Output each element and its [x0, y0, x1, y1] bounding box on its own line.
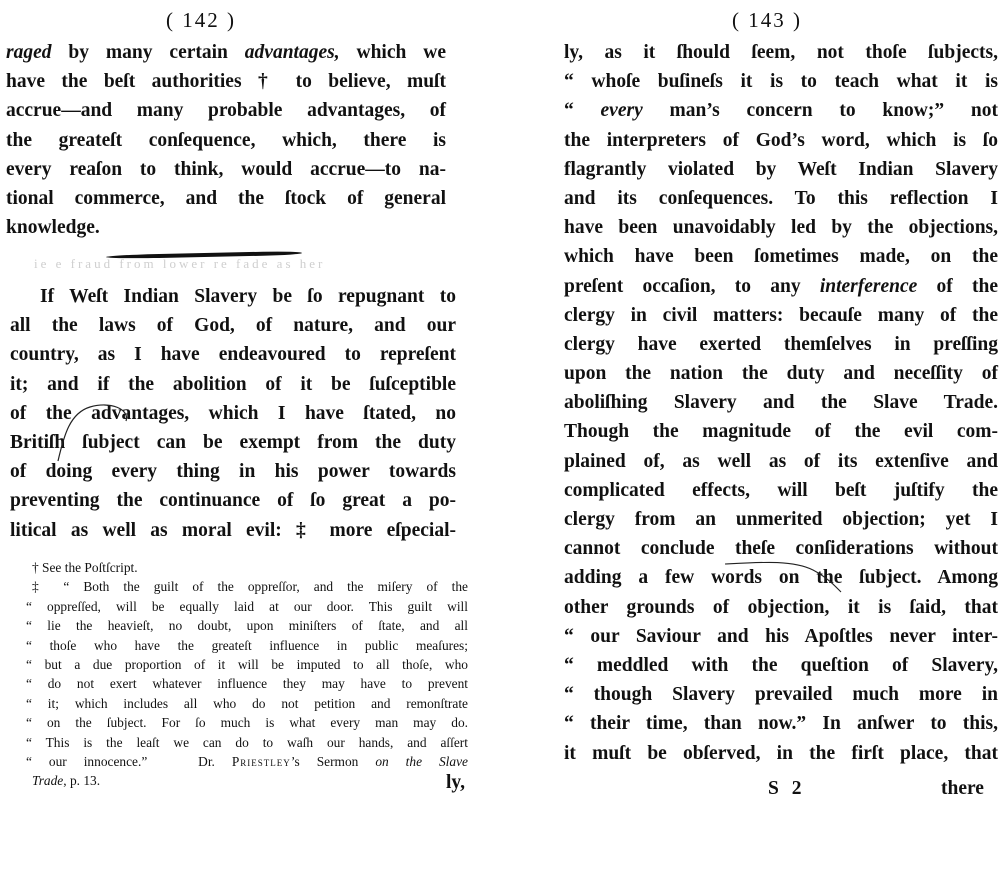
text-line: of the advantages, which I have ſtated, no [10, 402, 456, 424]
text-span: man’s concern to know;” not [642, 100, 998, 122]
footnote-line: “ oppreſſed, will be equally laid at our door. This guilt will [26, 598, 468, 614]
text-line: ly, as it ſhould ſeem, not thoſe ſubjects, [564, 42, 998, 63]
text-line: the greateſt conſequence, which, there is [6, 129, 446, 151]
text-line: “ our Saviour and his Apoſtles never inter- [564, 625, 998, 647]
text-span: by many certain [51, 42, 245, 63]
text-span: “ our innocence.” [26, 753, 148, 769]
footnote-dagger: † See the Poſtſcript. [32, 560, 138, 575]
text-line: clergy have exerted themſelves in preſſing [564, 333, 998, 355]
text-span: which we [339, 42, 446, 63]
text-line: aboliſhing Slavery and the Slave Trade. [564, 392, 998, 414]
footnote-citation-end [26, 771, 468, 790]
text-line: flagrantly violated by Weſt Indian Slavery [564, 158, 998, 180]
italic-title: on the Slave [375, 753, 468, 769]
italic-word: raged [6, 42, 52, 63]
text-line: preventing the continuance of ſo great a po- [10, 490, 456, 512]
footnote-line: “ This is the leaſt we can do to waſh our hands, and aſſert [26, 734, 468, 750]
text-line: have the beſt authorities † to believe, muſt [6, 71, 446, 93]
text-line: other grounds of objection, it is ſaid, that [564, 596, 998, 618]
text-line: If Weſt Indian Slavery be ſo repugnant to [40, 286, 456, 307]
text-line: upon the nation the duty and neceſſity of [564, 363, 998, 385]
text-line: which have been ſometimes made, on the [564, 246, 998, 268]
italic-word: advantages, [244, 42, 340, 63]
text-span: “ [564, 100, 601, 122]
text-line [6, 38, 446, 67]
text-span: preſent occaſion, to any [564, 275, 820, 297]
text-line: accrue—and many probable advantages, of [6, 100, 446, 122]
page-number-left: ( 142 ) [166, 8, 236, 32]
text-line: cannot conclude theſe conſiderations without [564, 538, 998, 560]
italic-title: Trade [32, 773, 64, 789]
text-line: the interpreters of God’s word, which is ſo [564, 129, 998, 151]
right-page [548, 0, 1000, 871]
text-line: complicated effects, will beſt juſtify the [564, 479, 998, 501]
text-line: adding a few words on the ſubject. Among [564, 567, 998, 589]
text-line: tional commerce, and the ſtock of general [6, 187, 446, 209]
text-line: and its conſequences. To this reflection I [564, 187, 998, 209]
left-paragraph-1 [6, 38, 446, 242]
text-line [564, 272, 998, 301]
text-line: Britiſh ſubject can be exempt from the duty [10, 431, 456, 453]
text-line: knowledge. [6, 217, 100, 239]
text-line: clergy from an unmerited objection; yet I [564, 509, 998, 530]
text-span: ’s Sermon [290, 753, 376, 769]
text-line: clergy in civil matters: becauſe many of the [564, 304, 998, 326]
text-line: “ their time, than now.” In anſwer to this, [564, 713, 998, 735]
text-line: plained of, as well as of its extenſive and [564, 450, 998, 472]
footnotes [26, 558, 468, 791]
footnote-line: “ it; which includes all who do not petition and remonſtrate [26, 695, 468, 711]
right-body-text [564, 38, 998, 768]
signature-mark: S 2 [768, 778, 806, 799]
text-line: litical as well as moral evil: ‡ more eſpecial- [10, 519, 456, 541]
footnote-line: “ on the ſubject. For ſo much is what every man may do. [26, 715, 468, 731]
footnote-line: “ lie the heavieſt, no doubt, upon miniſters of ſtate, and all [26, 618, 468, 634]
text-line: “ meddled with the queſtion of Slavery, [564, 654, 998, 676]
text-line: every reaſon to think, would accrue—to na- [6, 158, 446, 180]
left-page [0, 0, 470, 871]
footnote-line: “ do not exert whatever influence they may have to prevent [26, 676, 468, 692]
text-line: have been unavoidably led by the objections, [564, 217, 998, 239]
text-span: of the [917, 275, 998, 297]
footnote-double-dagger: ‡ “ Both the guilt of the oppreſſor, and the miſery of the [32, 579, 468, 595]
text-line: “ though Slavery prevailed much more in [564, 684, 998, 706]
text-line: it; and if the abolition of it be ſuſceptible [10, 373, 456, 395]
author-name: Priestley [231, 753, 291, 769]
text-line [564, 96, 998, 125]
page-number-right: ( 143 ) [732, 8, 802, 32]
text-line: it muſt be obſerved, in the firſt place, that [564, 742, 998, 764]
text-line: country, as I have endeavoured to repreſent [10, 344, 456, 366]
catchword-right: there [941, 778, 984, 799]
text-span: , p. 13. [63, 773, 101, 789]
footnote-citation-line [26, 752, 468, 771]
text-line: “ whoſe buſineſs it is to teach what it is [564, 71, 998, 93]
text-line: of doing every thing in his power towards [10, 461, 456, 483]
bleed-through-text: ie e fraud from lower re fade as her [34, 256, 326, 271]
catchword-left: ly, [446, 772, 465, 793]
text-line: Though the magnitude of the evil com- [564, 421, 998, 443]
text-span: Dr. [198, 753, 232, 769]
italic-word: interference [819, 275, 918, 297]
footnote-line: “ but a due proportion of it will be imputed to all thoſe, who [26, 656, 468, 672]
left-paragraph-2 [10, 282, 456, 545]
text-line: all the laws of God, of nature, and our [10, 315, 456, 337]
italic-word: every [600, 100, 643, 122]
footnote-line: “ thoſe who have the greateſt influence in public meaſures; [26, 637, 468, 653]
